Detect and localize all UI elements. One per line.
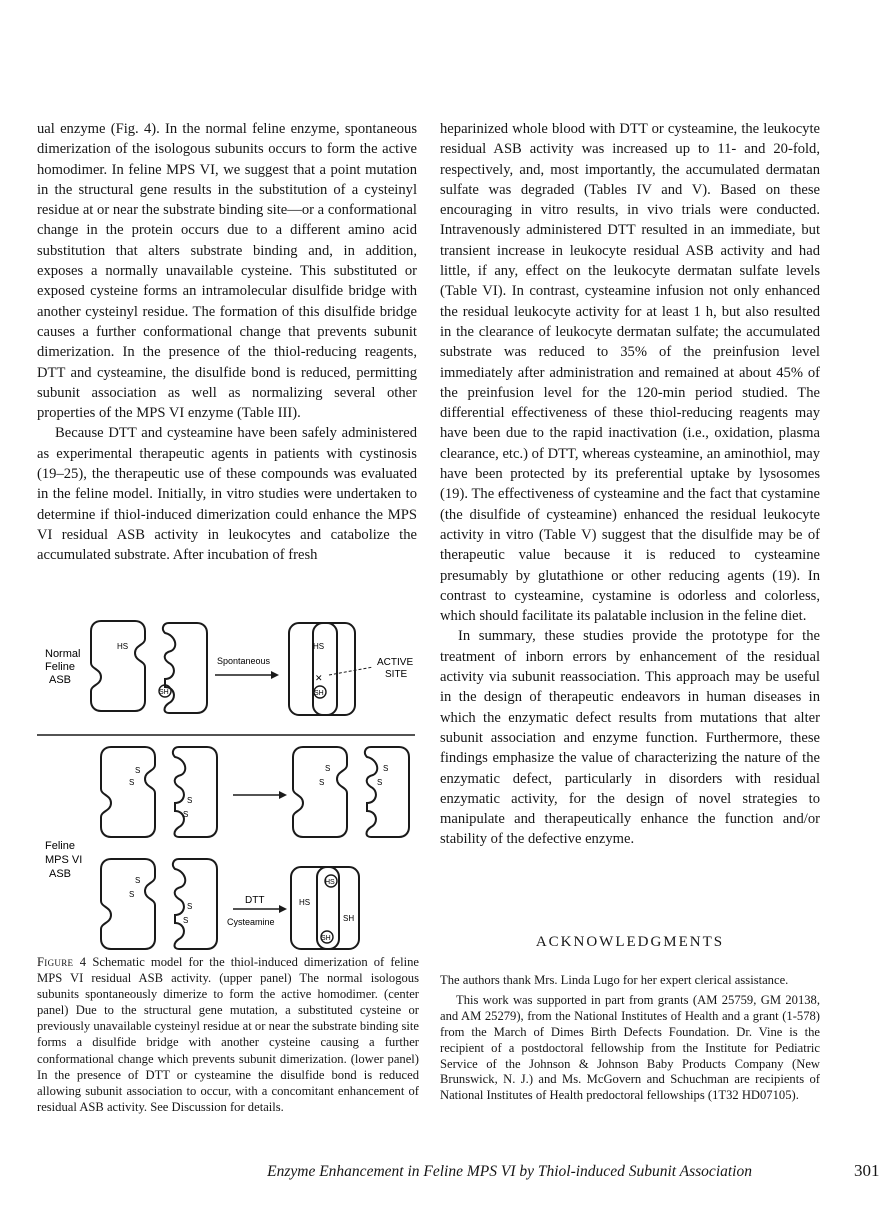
sulfur-label: S bbox=[183, 810, 189, 819]
cysteamine-label: Cysteamine bbox=[227, 917, 275, 927]
mps-vi-label: MPS VI bbox=[45, 854, 83, 866]
dtt-label: DTT bbox=[245, 895, 265, 906]
subunit bbox=[101, 747, 155, 837]
sulfur-label: S bbox=[135, 876, 141, 885]
spontaneous-label: Spontaneous bbox=[217, 656, 271, 666]
arrowhead bbox=[279, 905, 287, 913]
sulfur-label: S bbox=[135, 766, 141, 775]
normal-label: Normal bbox=[45, 648, 81, 660]
sulfur-label: S bbox=[129, 778, 135, 787]
subunit bbox=[91, 621, 145, 711]
active-site-marker: ✕ bbox=[315, 673, 323, 683]
caption-text: Schematic model for the thiol-induced dimerization of feline MPS VI residual ASB activity. (upper panel) The normal isologous subunits spontaneously dimerize to form the active homodimer. (center panel) Due to the structural gene mutation, a substituted cysteine or previously unavailable cysteinyl residue at or near the substrate binding site forms a disulfide bridge with another cysteine causing a further conformational change which prevents subunit dimerization. (lower panel) In the presence of DTT or cysteamine the disulfide bond is reduced allowing subunit association to occur, with a concomitant enhancement of residual ASB activity. See Discussion for details. bbox=[37, 955, 419, 1114]
schematic-diagram bbox=[37, 605, 419, 955]
sulfur-label: S bbox=[183, 916, 189, 925]
sulfur-label: S bbox=[325, 764, 331, 773]
sulfur-label: S bbox=[383, 764, 389, 773]
acknowledgments bbox=[440, 973, 820, 1104]
page-number: 301 bbox=[854, 1161, 880, 1180]
sulfur-label: S bbox=[129, 890, 135, 899]
paragraph: In summary, these studies provide the prototype for the treatment of inborn errors by enhancement of the residual activity via subunit reassociation. This approach may be useful in the design of therapeutic endeavors in human diseases in which the enzymatic defect results from mutations that alter subunit association and enzyme function. Furthermore, these findings emphasize the value of characterizing the nature of the enzymatic defect, particularly in disorders with residual enzymatic activity, for the design of novel strategies to manipulate and therapeutically enhance the function and/or stability of the defective enzyme. bbox=[440, 628, 820, 848]
subunit bbox=[173, 859, 217, 949]
center-panel bbox=[101, 747, 409, 837]
sh-label: SH bbox=[159, 689, 169, 696]
active-site-pointer bbox=[329, 667, 373, 675]
active-label: ACTIVE bbox=[377, 657, 414, 668]
arrowhead bbox=[271, 671, 279, 679]
paragraph: heparinized whole blood with DTT or cysteamine, the leukocyte residual ASB activity was increased up to 11- and 20-fold, respectively, and, most importantly, the accumulated dermatan sulfate was degraded (Tables IV and V). Based on these encouraging in vitro results, in vivo trials were conducted. Intravenously administered DTT resulted in an immediate, but transient increase in leukocyte residual ASB activity and had little, if any, effect on the leukocyte dermatan sulfate levels (Table VI). In contrast, cysteamine infusion not only enhanced the residual leukocyte activity for at least 1 h, but also resulted in the clearance of leukocyte dermatan sulfate; the accumulated substrate was reduced to 35% of the preinfusion level immediately after administration and remained at about 45% of the preinfusion level for the 120-min period studied. The differential effectiveness of these thiol-reducing reagents may have been due to the rapid inactivation (i.e., oxidation, plasma clearance, etc.) of DTT, whereas cysteamine, an aminothiol, may have been protected by its preferential uptake by lysosomes (19). The effectiveness of cysteamine and the fact that cystamine (the disulfide of cysteamine) enhanced the residual leukocyte activity in vitro (Table V) suggest that the disulfide may be of therapeutic value because it is reduced to cysteamine presumably by glutathione or other reducing agents (19). In contrast to cysteamine, cystamine is odorless and colorless, which should facilitate its palatable inclusion in the feline diet. bbox=[440, 121, 820, 625]
subunit bbox=[365, 747, 409, 837]
hs-label: HS bbox=[313, 642, 325, 651]
sulfur-label: S bbox=[377, 778, 383, 787]
sulfur-label: S bbox=[187, 902, 193, 911]
upper-panel bbox=[45, 621, 413, 715]
hs-label: HS bbox=[325, 879, 335, 886]
paragraph: Because DTT and cysteamine have been safely administered as experimental therapeutic agents in patients with cystinosis (19–25), the therapeutic use of these compounds was evaluated in the feline model. Initially, in vitro studies were undertaken to determine if thiol-induced dimerization could enhance the MPS VI residual ASB activity in leukocytes and catabolize the accumulated substrate. After incubation of fresh bbox=[37, 425, 417, 564]
paragraph: This work was supported in part from grants (AM 25759, GM 20138, and AM 25279), from the National Institutes of Health and a grant (1-578) from the March of Dimes Birth Defects Foundation. Dr. Vine is the recipient of a postdoctoral fellowship from the Institute for Pediatric Service of the Johnson & Johnson Baby Products Company (New Brunswick, N. J.) and Ms. McGovern and Schuchman are recipients of National Institutes of Health predoctoral fellowships (1T32 HD07105). bbox=[440, 992, 820, 1103]
running-footer-title: Enzyme Enhancement in Feline MPS VI by Thiol-induced Subunit Association bbox=[267, 1163, 752, 1180]
figure-caption bbox=[37, 954, 419, 1115]
lower-panel bbox=[101, 859, 359, 949]
hs-label: HS bbox=[299, 898, 311, 907]
paragraph: ual enzyme (Fig. 4). In the normal feline enzyme, spontaneous dimerization of the isologous subunits occurs to form the active homodimer. In feline MPS VI, we suggest that a point mutation in the structural gene results in the substitution of a cysteinyl residue at or near the substrate binding site—or a conformational change in the protein occurs due to a different amino acid substitution that alters substrate binding and, in addition, exposes a normally unavailable cysteine. This substituted or exposed cysteine forms an intramolecular disulfide bridge with another cysteinyl residue. The formation of this disulfide bridge causes a further conformational change that prevents subunit dimerization. In the presence of the thiol-reducing reagents, DTT and cysteamine, the disulfide bond is reduced, permitting subunit association as well as normalizing several other properties of the MPS VI enzyme (Table III). bbox=[37, 121, 417, 422]
hs-label: HS bbox=[117, 642, 129, 651]
subunit bbox=[173, 747, 217, 837]
sh-label: SH bbox=[314, 690, 324, 697]
caption-label: Figure 4 bbox=[37, 955, 87, 969]
figure-4-schematic bbox=[37, 605, 419, 955]
paragraph: The authors thank Mrs. Linda Lugo for her expert clerical assistance. bbox=[440, 973, 789, 987]
arrowhead bbox=[279, 791, 287, 799]
asb-label: ASB bbox=[49, 868, 72, 880]
subunit bbox=[293, 747, 347, 837]
site-label: SITE bbox=[385, 669, 408, 680]
subunit bbox=[101, 859, 155, 949]
feline-label: Feline bbox=[45, 840, 75, 852]
right-column bbox=[440, 119, 820, 850]
sh-label: SH bbox=[343, 914, 355, 923]
subunit bbox=[163, 623, 207, 713]
left-column bbox=[37, 119, 417, 566]
sh-label: SH bbox=[321, 935, 331, 942]
feline-label: Feline bbox=[45, 661, 75, 673]
sulfur-label: S bbox=[187, 796, 193, 805]
dimer-subunit bbox=[313, 623, 355, 715]
sulfur-label: S bbox=[319, 778, 325, 787]
asb-label: ASB bbox=[49, 674, 72, 686]
acknowledgments-heading: ACKNOWLEDGMENTS bbox=[535, 934, 725, 950]
